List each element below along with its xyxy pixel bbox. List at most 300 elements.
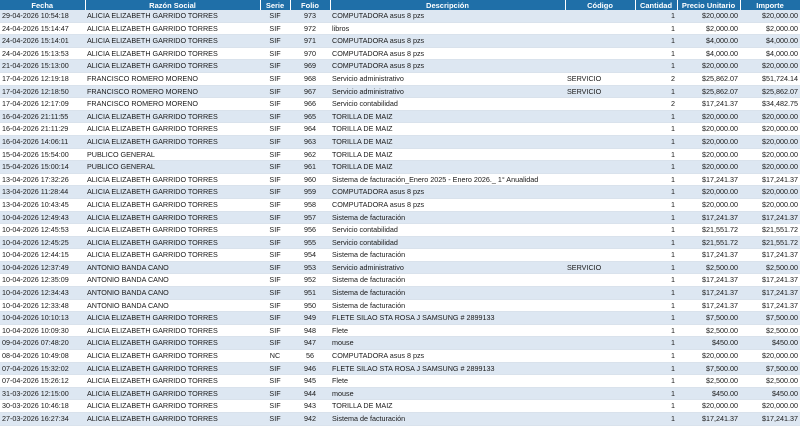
table-row[interactable] [0, 173, 800, 186]
importe-cell: $7,500.00 [740, 362, 800, 375]
serie-cell: SIF [260, 337, 290, 350]
table-row[interactable] [0, 400, 800, 413]
precio-unitario-cell: $21,551.72 [677, 224, 740, 237]
descripcion-cell: COMPUTADORA asus 8 pzs [330, 350, 565, 363]
col-header-folio[interactable]: Folio [290, 0, 330, 10]
folio-cell: 964 [290, 123, 330, 136]
fecha-cell: 10-04-2026 12:33:48 [0, 299, 85, 312]
razon-social-cell: ALICIA ELIZABETH GARRIDO TORRES [85, 60, 260, 73]
fecha-cell: 10-04-2026 12:34:43 [0, 287, 85, 300]
table-row[interactable] [0, 161, 800, 174]
descripcion-cell: mouse [330, 337, 565, 350]
descripcion-cell: TORILLA DE MAIZ [330, 123, 565, 136]
razon-social-cell: FRANCISCO ROMERO MORENO [85, 98, 260, 111]
folio-cell: 966 [290, 98, 330, 111]
precio-unitario-cell: $20,000.00 [677, 198, 740, 211]
razon-social-cell: ALICIA ELIZABETH GARRIDO TORRES [85, 186, 260, 199]
descripcion-cell: COMPUTADORA asus 8 pzs [330, 186, 565, 199]
precio-unitario-cell: $7,500.00 [677, 362, 740, 375]
descripcion-cell: TORILLA DE MAIZ [330, 400, 565, 413]
fecha-cell: 30-03-2026 10:46:18 [0, 400, 85, 413]
cantidad-cell: 1 [635, 60, 677, 73]
table-row[interactable] [0, 148, 800, 161]
descripcion-cell: Sistema de facturación [330, 211, 565, 224]
serie-cell: SIF [260, 186, 290, 199]
serie-cell: SIF [260, 387, 290, 400]
folio-cell: 949 [290, 312, 330, 325]
razon-social-cell: ANTONIO BANDA CANO [85, 261, 260, 274]
serie-cell: SIF [260, 400, 290, 413]
table-row[interactable] [0, 324, 800, 337]
folio-cell: 947 [290, 337, 330, 350]
codigo-cell [565, 274, 635, 287]
importe-cell: $21,551.72 [740, 236, 800, 249]
table-row[interactable] [0, 299, 800, 312]
table-row[interactable] [0, 413, 800, 426]
codigo-cell [565, 22, 635, 35]
serie-cell: SIF [260, 47, 290, 60]
folio-cell: 944 [290, 387, 330, 400]
serie-cell: SIF [260, 161, 290, 174]
razon-social-cell: ALICIA ELIZABETH GARRIDO TORRES [85, 22, 260, 35]
codigo-cell [565, 110, 635, 123]
precio-unitario-cell: $20,000.00 [677, 161, 740, 174]
razon-social-cell: ANTONIO BANDA CANO [85, 274, 260, 287]
serie-cell: SIF [260, 274, 290, 287]
importe-cell: $2,500.00 [740, 261, 800, 274]
descripcion-cell: TORILLA DE MAIZ [330, 148, 565, 161]
serie-cell: SIF [260, 22, 290, 35]
fecha-cell: 10-04-2026 12:44:15 [0, 249, 85, 262]
folio-cell: 950 [290, 299, 330, 312]
col-header-cantidad[interactable]: Cantidad [635, 0, 677, 10]
descripcion-cell: Sistema de facturación_Enero 2025 - Enero 2026._ 1° Anualidad [330, 173, 565, 186]
importe-cell: $21,551.72 [740, 224, 800, 237]
table-row[interactable] [0, 350, 800, 363]
codigo-cell [565, 400, 635, 413]
codigo-cell [565, 98, 635, 111]
descripcion-cell: COMPUTADORA asus 8 pzs [330, 60, 565, 73]
importe-cell: $20,000.00 [740, 350, 800, 363]
importe-cell: $20,000.00 [740, 123, 800, 136]
folio-cell: 952 [290, 274, 330, 287]
table-row[interactable] [0, 312, 800, 325]
folio-cell: 945 [290, 375, 330, 388]
precio-unitario-cell: $2,000.00 [677, 22, 740, 35]
descripcion-cell: Servicio administrativo [330, 72, 565, 85]
table-row[interactable] [0, 249, 800, 262]
codigo-cell [565, 337, 635, 350]
precio-unitario-cell: $17,241.37 [677, 211, 740, 224]
table-row[interactable] [0, 35, 800, 48]
precio-unitario-cell: $4,000.00 [677, 47, 740, 60]
razon-social-cell: PUBLICO GENERAL [85, 148, 260, 161]
folio-cell: 965 [290, 110, 330, 123]
importe-cell: $2,000.00 [740, 22, 800, 35]
folio-cell: 970 [290, 47, 330, 60]
importe-cell: $20,000.00 [740, 60, 800, 73]
cantidad-cell: 1 [635, 148, 677, 161]
col-header-descripcion[interactable]: Descripción [330, 0, 565, 10]
serie-cell: SIF [260, 224, 290, 237]
importe-cell: $34,482.75 [740, 98, 800, 111]
serie-cell: SIF [260, 236, 290, 249]
razon-social-cell: ALICIA ELIZABETH GARRIDO TORRES [85, 123, 260, 136]
table-row[interactable] [0, 236, 800, 249]
cantidad-cell: 1 [635, 400, 677, 413]
folio-cell: 942 [290, 413, 330, 426]
razon-social-cell: ALICIA ELIZABETH GARRIDO TORRES [85, 10, 260, 22]
descripcion-cell: FLETE SILAO STA ROSA J SAMSUNG # 2899133 [330, 312, 565, 325]
descripcion-cell: Sistema de facturación [330, 249, 565, 262]
col-header-precio-unitario[interactable]: Precio Unitario [677, 0, 740, 10]
cantidad-cell: 1 [635, 173, 677, 186]
folio-cell: 973 [290, 10, 330, 22]
importe-cell: $450.00 [740, 337, 800, 350]
precio-unitario-cell: $20,000.00 [677, 135, 740, 148]
codigo-cell [565, 148, 635, 161]
table-row[interactable] [0, 85, 800, 98]
descripcion-cell: mouse [330, 387, 565, 400]
precio-unitario-cell: $20,000.00 [677, 60, 740, 73]
precio-unitario-cell: $17,241.37 [677, 413, 740, 426]
table-row[interactable] [0, 10, 800, 22]
razon-social-cell: ALICIA ELIZABETH GARRIDO TORRES [85, 173, 260, 186]
codigo-cell [565, 186, 635, 199]
table-row[interactable] [0, 287, 800, 300]
precio-unitario-cell: $20,000.00 [677, 186, 740, 199]
fecha-cell: 31-03-2026 12:15:00 [0, 387, 85, 400]
cantidad-cell: 1 [635, 249, 677, 262]
descripcion-cell: COMPUTADORA asus 8 pzs [330, 47, 565, 60]
importe-cell: $17,241.37 [740, 413, 800, 426]
serie-cell: SIF [260, 60, 290, 73]
razon-social-cell: ALICIA ELIZABETH GARRIDO TORRES [85, 249, 260, 262]
table-row[interactable] [0, 22, 800, 35]
razon-social-cell: ALICIA ELIZABETH GARRIDO TORRES [85, 35, 260, 48]
importe-cell: $17,241.37 [740, 249, 800, 262]
serie-cell: SIF [260, 287, 290, 300]
fecha-cell: 10-04-2026 12:45:53 [0, 224, 85, 237]
fecha-cell: 10-04-2026 10:10:13 [0, 312, 85, 325]
cantidad-cell: 1 [635, 135, 677, 148]
fecha-cell: 17-04-2026 12:19:18 [0, 72, 85, 85]
precio-unitario-cell: $17,241.37 [677, 287, 740, 300]
cantidad-cell: 1 [635, 312, 677, 325]
table-row[interactable] [0, 337, 800, 350]
table-row[interactable] [0, 72, 800, 85]
codigo-cell [565, 362, 635, 375]
codigo-cell [565, 198, 635, 211]
descripcion-cell: Flete [330, 324, 565, 337]
descripcion-cell: FLETE SILAO STA ROSA J SAMSUNG # 2899133 [330, 362, 565, 375]
fecha-cell: 10-04-2026 12:35:09 [0, 274, 85, 287]
codigo-cell: SERVICIO [565, 261, 635, 274]
descripcion-cell: Sistema de facturación [330, 299, 565, 312]
folio-cell: 971 [290, 35, 330, 48]
precio-unitario-cell: $450.00 [677, 387, 740, 400]
col-header-fecha[interactable]: Fecha [0, 0, 85, 10]
cantidad-cell: 1 [635, 161, 677, 174]
codigo-cell [565, 224, 635, 237]
serie-cell: SIF [260, 362, 290, 375]
codigo-cell [565, 10, 635, 22]
table-row[interactable] [0, 110, 800, 123]
table-row[interactable] [0, 186, 800, 199]
table-row[interactable] [0, 274, 800, 287]
codigo-cell [565, 350, 635, 363]
table-row[interactable] [0, 375, 800, 388]
codigo-cell [565, 236, 635, 249]
serie-cell: SIF [260, 249, 290, 262]
cantidad-cell: 1 [635, 224, 677, 237]
codigo-cell: SERVICIO [565, 72, 635, 85]
fecha-cell: 24-04-2026 15:14:47 [0, 22, 85, 35]
table-row[interactable] [0, 135, 800, 148]
table-row[interactable] [0, 362, 800, 375]
cantidad-cell: 1 [635, 387, 677, 400]
cantidad-cell: 1 [635, 123, 677, 136]
table-row[interactable] [0, 60, 800, 73]
col-header-importe[interactable]: Importe [740, 0, 800, 10]
importe-cell: $20,000.00 [740, 198, 800, 211]
razon-social-cell: ALICIA ELIZABETH GARRIDO TORRES [85, 337, 260, 350]
table-row[interactable] [0, 198, 800, 211]
cantidad-cell: 1 [635, 35, 677, 48]
descripcion-cell: COMPUTADORA asus 8 pzs [330, 35, 565, 48]
cantidad-cell: 1 [635, 198, 677, 211]
precio-unitario-cell: $2,500.00 [677, 324, 740, 337]
descripcion-cell: TORILLA DE MAIZ [330, 161, 565, 174]
serie-cell: SIF [260, 211, 290, 224]
fecha-cell: 24-04-2026 15:14:01 [0, 35, 85, 48]
importe-cell: $20,000.00 [740, 10, 800, 22]
cantidad-cell: 1 [635, 10, 677, 22]
descripcion-cell: Servicio contabilidad [330, 236, 565, 249]
serie-cell: NC [260, 350, 290, 363]
folio-cell: 972 [290, 22, 330, 35]
fecha-cell: 07-04-2026 15:26:12 [0, 375, 85, 388]
razon-social-cell: ALICIA ELIZABETH GARRIDO TORRES [85, 236, 260, 249]
cantidad-cell: 1 [635, 287, 677, 300]
descripcion-cell: Servicio contabilidad [330, 98, 565, 111]
fecha-cell: 10-04-2026 10:09:30 [0, 324, 85, 337]
codigo-cell [565, 299, 635, 312]
precio-unitario-cell: $25,862.07 [677, 85, 740, 98]
serie-cell: SIF [260, 375, 290, 388]
folio-cell: 957 [290, 211, 330, 224]
codigo-cell [565, 47, 635, 60]
razon-social-cell: ALICIA ELIZABETH GARRIDO TORRES [85, 198, 260, 211]
razon-social-cell: ALICIA ELIZABETH GARRIDO TORRES [85, 211, 260, 224]
precio-unitario-cell: $20,000.00 [677, 350, 740, 363]
descripcion-cell: Sistema de facturación [330, 274, 565, 287]
folio-cell: 56 [290, 350, 330, 363]
serie-cell: SIF [260, 72, 290, 85]
razon-social-cell: PUBLICO GENERAL [85, 161, 260, 174]
codigo-cell [565, 249, 635, 262]
razon-social-cell: ALICIA ELIZABETH GARRIDO TORRES [85, 135, 260, 148]
serie-cell: SIF [260, 198, 290, 211]
precio-unitario-cell: $7,500.00 [677, 312, 740, 325]
fecha-cell: 15-04-2026 15:00:14 [0, 161, 85, 174]
precio-unitario-cell: $20,000.00 [677, 110, 740, 123]
col-header-codigo[interactable]: Código [565, 0, 635, 10]
table-row[interactable] [0, 261, 800, 274]
fecha-cell: 07-04-2026 15:32:02 [0, 362, 85, 375]
serie-cell: SIF [260, 110, 290, 123]
cantidad-cell: 1 [635, 337, 677, 350]
fecha-cell: 27-03-2026 16:27:34 [0, 413, 85, 426]
descripcion-cell: Sistema de facturación [330, 413, 565, 426]
folio-cell: 967 [290, 85, 330, 98]
importe-cell: $2,500.00 [740, 324, 800, 337]
precio-unitario-cell: $20,000.00 [677, 400, 740, 413]
serie-cell: SIF [260, 123, 290, 136]
razon-social-cell: FRANCISCO ROMERO MORENO [85, 85, 260, 98]
serie-cell: SIF [260, 148, 290, 161]
cantidad-cell: 1 [635, 350, 677, 363]
serie-cell: SIF [260, 35, 290, 48]
precio-unitario-cell: $2,500.00 [677, 375, 740, 388]
importe-cell: $17,241.37 [740, 274, 800, 287]
importe-cell: $17,241.37 [740, 173, 800, 186]
fecha-cell: 08-04-2026 10:49:08 [0, 350, 85, 363]
folio-cell: 959 [290, 186, 330, 199]
fecha-cell: 16-04-2026 21:11:29 [0, 123, 85, 136]
serie-cell: SIF [260, 135, 290, 148]
codigo-cell [565, 211, 635, 224]
razon-social-cell: ALICIA ELIZABETH GARRIDO TORRES [85, 224, 260, 237]
folio-cell: 969 [290, 60, 330, 73]
serie-cell: SIF [260, 299, 290, 312]
serie-cell: SIF [260, 324, 290, 337]
fecha-cell: 17-04-2026 12:17:09 [0, 98, 85, 111]
importe-cell: $20,000.00 [740, 400, 800, 413]
razon-social-cell: ALICIA ELIZABETH GARRIDO TORRES [85, 110, 260, 123]
precio-unitario-cell: $17,241.37 [677, 299, 740, 312]
folio-cell: 953 [290, 261, 330, 274]
folio-cell: 956 [290, 224, 330, 237]
razon-social-cell: ALICIA ELIZABETH GARRIDO TORRES [85, 47, 260, 60]
precio-unitario-cell: $2,500.00 [677, 261, 740, 274]
precio-unitario-cell: $17,241.37 [677, 249, 740, 262]
folio-cell: 946 [290, 362, 330, 375]
table-row[interactable] [0, 123, 800, 136]
folio-cell: 960 [290, 173, 330, 186]
cantidad-cell: 1 [635, 299, 677, 312]
razon-social-cell: ALICIA ELIZABETH GARRIDO TORRES [85, 350, 260, 363]
serie-cell: SIF [260, 173, 290, 186]
table-row[interactable] [0, 224, 800, 237]
codigo-cell: SERVICIO [565, 85, 635, 98]
fecha-cell: 10-04-2026 12:45:25 [0, 236, 85, 249]
cantidad-cell: 1 [635, 85, 677, 98]
table-row[interactable] [0, 98, 800, 111]
codigo-cell [565, 35, 635, 48]
serie-cell: SIF [260, 98, 290, 111]
importe-cell: $25,862.07 [740, 85, 800, 98]
cantidad-cell: 1 [635, 261, 677, 274]
importe-cell: $2,500.00 [740, 375, 800, 388]
razon-social-cell: ALICIA ELIZABETH GARRIDO TORRES [85, 362, 260, 375]
precio-unitario-cell: $20,000.00 [677, 148, 740, 161]
codigo-cell [565, 161, 635, 174]
cantidad-cell: 1 [635, 186, 677, 199]
descripcion-cell: COMPUTADORA asus 8 pzs [330, 198, 565, 211]
cantidad-cell: 1 [635, 47, 677, 60]
precio-unitario-cell: $450.00 [677, 337, 740, 350]
fecha-cell: 24-04-2026 15:13:53 [0, 47, 85, 60]
razon-social-cell: ANTONIO BANDA CANO [85, 287, 260, 300]
table-row[interactable] [0, 47, 800, 60]
descripcion-cell: Servicio administrativo [330, 261, 565, 274]
table-row[interactable] [0, 387, 800, 400]
serie-cell: SIF [260, 312, 290, 325]
importe-cell: $20,000.00 [740, 161, 800, 174]
razon-social-cell: ALICIA ELIZABETH GARRIDO TORRES [85, 400, 260, 413]
descripcion-cell: libros [330, 22, 565, 35]
precio-unitario-cell: $20,000.00 [677, 123, 740, 136]
col-header-serie[interactable]: Serie [260, 0, 290, 10]
cantidad-cell: 1 [635, 110, 677, 123]
fecha-cell: 10-04-2026 12:37:49 [0, 261, 85, 274]
serie-cell: SIF [260, 413, 290, 426]
razon-social-cell: ALICIA ELIZABETH GARRIDO TORRES [85, 324, 260, 337]
precio-unitario-cell: $17,241.37 [677, 98, 740, 111]
folio-cell: 954 [290, 249, 330, 262]
codigo-cell [565, 173, 635, 186]
table-row[interactable] [0, 211, 800, 224]
descripcion-cell: Servicio contabilidad [330, 224, 565, 237]
importe-cell: $17,241.37 [740, 299, 800, 312]
folio-cell: 951 [290, 287, 330, 300]
folio-cell: 963 [290, 135, 330, 148]
fecha-cell: 17-04-2026 12:18:50 [0, 85, 85, 98]
importe-cell: $20,000.00 [740, 186, 800, 199]
razon-social-cell: ALICIA ELIZABETH GARRIDO TORRES [85, 413, 260, 426]
razon-social-cell: FRANCISCO ROMERO MORENO [85, 72, 260, 85]
fecha-cell: 21-04-2026 15:13:00 [0, 60, 85, 73]
codigo-cell [565, 312, 635, 325]
importe-cell: $20,000.00 [740, 148, 800, 161]
cantidad-cell: 1 [635, 211, 677, 224]
codigo-cell [565, 387, 635, 400]
importe-cell: $17,241.37 [740, 287, 800, 300]
folio-cell: 943 [290, 400, 330, 413]
precio-unitario-cell: $21,551.72 [677, 236, 740, 249]
descripcion-cell: TORILLA DE MAIZ [330, 110, 565, 123]
descripcion-cell: Sistema de facturación [330, 287, 565, 300]
importe-cell: $20,000.00 [740, 135, 800, 148]
fecha-cell: 13-04-2026 17:32:26 [0, 173, 85, 186]
descripcion-cell: Flete [330, 375, 565, 388]
cantidad-cell: 1 [635, 413, 677, 426]
codigo-cell [565, 413, 635, 426]
fecha-cell: 29-04-2026 10:54:18 [0, 10, 85, 22]
importe-cell: $51,724.14 [740, 72, 800, 85]
folio-cell: 961 [290, 161, 330, 174]
fecha-cell: 16-04-2026 21:11:55 [0, 110, 85, 123]
descripcion-cell: TORILLA DE MAIZ [330, 135, 565, 148]
cantidad-cell: 1 [635, 362, 677, 375]
col-header-razon-social[interactable]: Razón Social [85, 0, 260, 10]
importe-cell: $4,000.00 [740, 35, 800, 48]
codigo-cell [565, 123, 635, 136]
codigo-cell [565, 135, 635, 148]
razon-social-cell: ALICIA ELIZABETH GARRIDO TORRES [85, 375, 260, 388]
serie-cell: SIF [260, 85, 290, 98]
